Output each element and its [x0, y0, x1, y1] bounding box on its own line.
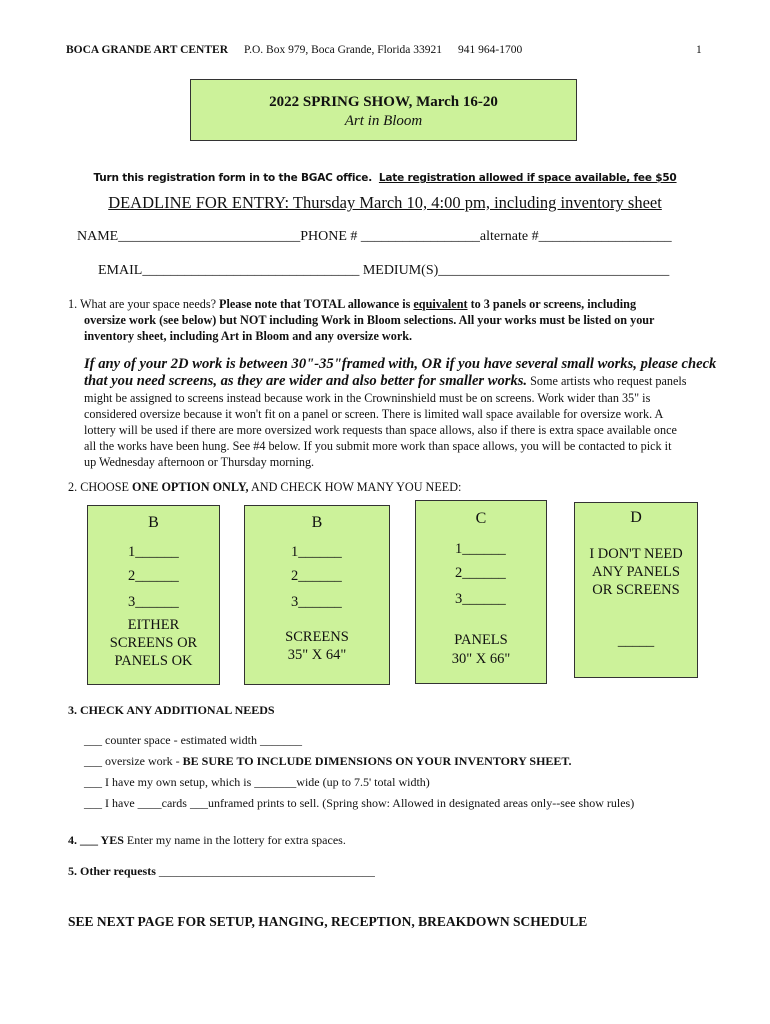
qty-slot-3[interactable]: 3______	[128, 594, 179, 610]
option-desc: EITHER	[127, 617, 180, 633]
question-2: 2. CHOOSE ONE OPTION ONLY, AND CHECK HOW MANY YOU NEED:	[68, 480, 462, 494]
qty-slot-3[interactable]: 3______	[455, 591, 506, 607]
oversize-item[interactable]: ___ oversize work - BE SURE TO INCLUDE DIMENSIONS ON YOUR INVENTORY SHEET.	[84, 754, 572, 768]
cards-prints-item[interactable]: ___ I have ____cards ___unframed prints to sell. (Spring show: Allowed in designated areas only--see show rules)	[84, 796, 635, 810]
org-address: P.O. Box 979, Boca Grande, Florida 33921	[244, 44, 443, 56]
option-letter: B	[311, 514, 323, 531]
option-letter: D	[630, 509, 642, 526]
option-b-screens[interactable]	[244, 505, 390, 685]
own-setup-item[interactable]: ___ I have my own setup, which is _______wide (up to 7.5' total width)	[84, 775, 430, 789]
option-letter: B	[148, 514, 159, 531]
org-phone: 941 964-1700	[458, 44, 523, 56]
option-desc: I DON'T NEED	[589, 546, 683, 562]
oversize-note: If any of your 2D work is between 30"-35"framed with, OR if you have several small works, please check that you need screens, as they are wider and also better for smaller works. Some artists who request panels might be assigned to screens instead because work in the Crowninshield must be on screens. Work wider than 35" is considered oversize because it won't fit on a panel or screen. There is limited wall space available for oversize work. A lottery will be used if there are more oversized work requests than space allows, also if there is extra space available once all the works have been hung. See #4 below. If you submit more work than space allows, you will be contacted to pick it up Wednesday afternoon or Thursday morning.	[84, 356, 717, 469]
question-3-title: 3. CHECK ANY ADDITIONAL NEEDS	[68, 703, 275, 717]
next-page-note: SEE NEXT PAGE FOR SETUP, HANGING, RECEPTION, BREAKDOWN SCHEDULE	[68, 914, 588, 929]
question-4[interactable]: 4. ___ YES Enter my name in the lottery for extra spaces.	[68, 833, 346, 847]
option-desc: OR SCREENS	[592, 582, 680, 598]
option-desc: 30" X 66"	[451, 651, 511, 667]
email-medium-fields[interactable]: EMAIL_______________________________ MEDIUM(S)_________________________________	[98, 263, 670, 278]
deadline: DEADLINE FOR ENTRY: Thursday March 10, 4:00 pm, including inventory sheet	[108, 193, 662, 212]
option-desc: PANELS OK	[114, 653, 193, 669]
show-title-box	[190, 79, 577, 141]
org-name: BOCA GRANDE ART CENTER	[66, 44, 229, 56]
qty-slot-1[interactable]: 1______	[291, 544, 342, 560]
none-check-blank[interactable]: _____	[617, 633, 655, 649]
qty-slot-2[interactable]: 2______	[128, 568, 179, 584]
option-d-none[interactable]	[574, 502, 698, 678]
qty-slot-3[interactable]: 3______	[291, 594, 342, 610]
option-desc: PANELS	[454, 632, 508, 648]
turn-in-note	[0, 172, 770, 184]
option-desc: SCREENS OR	[109, 635, 198, 651]
option-c-panels[interactable]	[415, 500, 547, 684]
counter-space-item[interactable]: ___ counter space - estimated width _______	[84, 733, 302, 747]
question-1: 1. What are your space needs? Please note that TOTAL allowance is equivalent to 3 panels or screens, including oversize work (see below) but NOT including Work in Bloom selections. All your works must be listed on your inventory sheet, including Art in Bloom and any oversize work.	[68, 297, 655, 343]
qty-slot-2[interactable]: 2______	[291, 568, 342, 584]
qty-slot-2[interactable]: 2______	[455, 565, 506, 581]
option-letter: C	[475, 510, 487, 527]
qty-slot-1[interactable]: 1______	[128, 544, 179, 560]
qty-slot-1[interactable]: 1______	[455, 541, 506, 557]
show-subtitle: Art in Bloom	[344, 113, 423, 129]
name-phone-fields[interactable]: NAME__________________________PHONE # _________________alternate #___________________	[77, 229, 672, 244]
option-b-either[interactable]	[87, 505, 220, 685]
option-desc: SCREENS	[285, 629, 349, 645]
late-registration-text: Late registration allowed if space available, fee $50	[378, 172, 677, 184]
option-desc: 35" X 64"	[287, 647, 347, 663]
show-title: 2022 SPRING SHOW, March 16-20	[269, 94, 498, 110]
option-desc: ANY PANELS	[592, 564, 680, 580]
turn-in-text: Turn this registration form in to the BGAC office.	[93, 172, 372, 184]
question-5[interactable]: 5. Other requests ____________________________________	[68, 864, 375, 878]
page-number: 1	[696, 44, 702, 56]
